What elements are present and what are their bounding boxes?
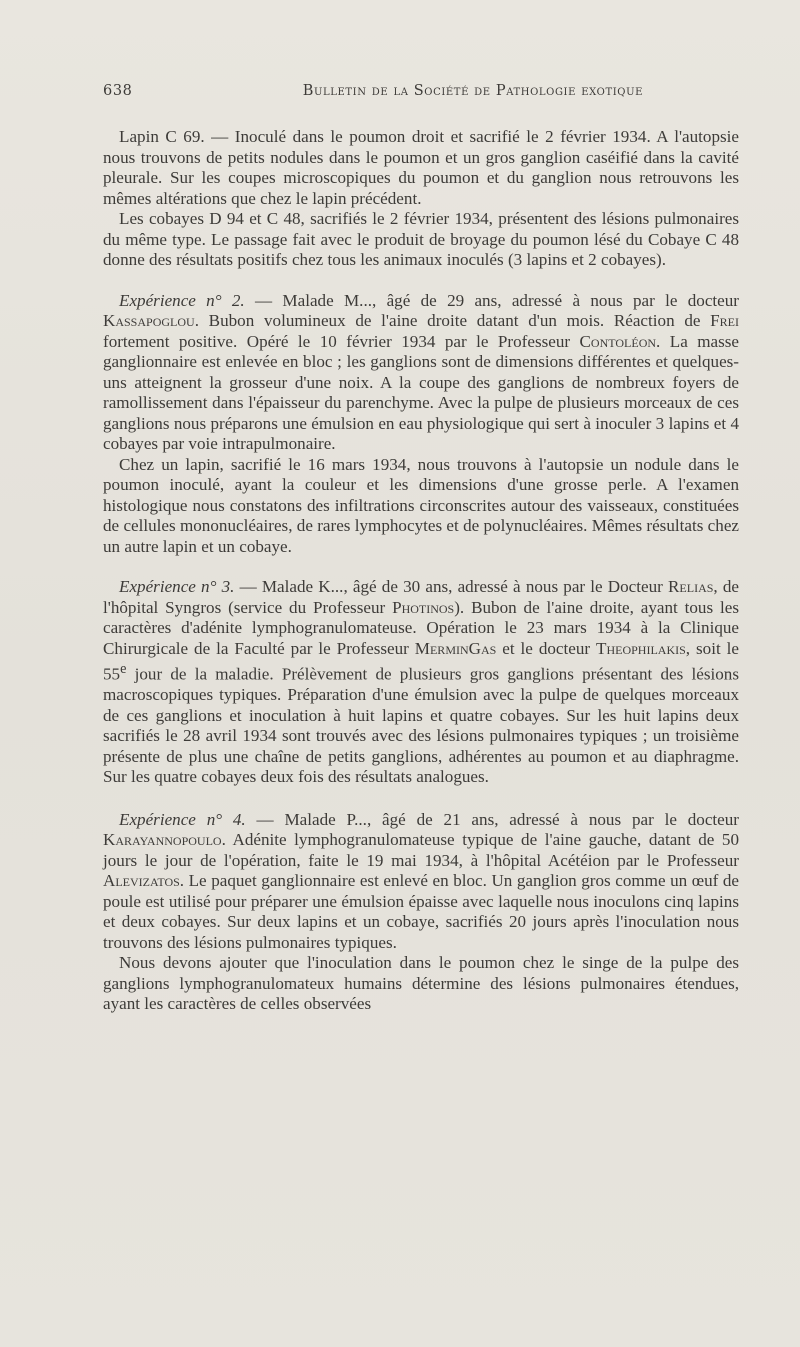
- experience-heading: Expérience n° 3.: [119, 577, 235, 596]
- paragraph-lapin-sacrifie: Chez un lapin, sacrifié le 16 mars 1934, nous trouvons à l'autopsie un nodule dans le poumon inoculé, ayant la couleur et les dimensions d'une grosse perle. A l'examen histologique nous constatons des infiltrations circonscrites autour des vaisseaux, constituées de cellules mononucléaires, de rares lymphocytes et de polynucléaires. Mêmes résultats chez un autre lapin et un cobaye.: [103, 454, 739, 556]
- paragraph-experience-2: Expérience n° 2. — Malade M..., âgé de 29 ans, adressé à nous par le docteur Kassapoglou. Bubon volumineux de l'aine droite datant d'un mois. Réaction de Frei fortement positive. Opéré le 10 février 1934 par le Professeur Contoléon. La masse ganglionnaire est enlevée en bloc ; les ganglions sont de dimensions différentes et quelques-uns atteignent la grosseur d'une noix. A la coupe des ganglions de nombreux foyers de ramollissement dans l'épaisseur du parenchyme. Avec la pulpe de plusieurs morceaux de ces ganglions nous préparons une émulsion en eau physiologique qui sert à inoculer 3 lapins et 4 cobayes par voie intrapulmonaire.: [103, 290, 740, 453]
- body-text: [103, 127, 739, 1015]
- author-name: Relias: [668, 577, 714, 596]
- author-name: Photinos: [392, 597, 455, 617]
- running-header: [103, 83, 643, 107]
- page-number: 638: [103, 83, 133, 99]
- experience-heading: Expérience n° 4.: [119, 809, 246, 829]
- running-title: Bulletin de la Société de Pathologie exotique: [302, 83, 643, 99]
- paragraph-cobayes: Les cobayes D 94 et C 48, sacrifiés le 2 février 1934, présentent des lésions pulmonaires du même type. Le passage fait avec le produit de broyage du poumon lésé du Cobaye C 48 donne des résultats positifs chez tous les animaux inoculés (3 lapins et 2 cobayes).: [103, 209, 739, 269]
- experience-heading: Expérience n° 2.: [119, 290, 245, 310]
- author-name: Frei: [710, 311, 739, 330]
- author-name: Kassapoglou: [103, 311, 195, 330]
- superscript-e: e: [120, 661, 127, 677]
- paragraph-lapin-c69: Lapin C 69. — Inoculé dans le poumon droit et sacrifié le 2 février 1934. A l'autopsie nous trouvons de petits nodules dans le poumon et un gros ganglion caséifié dans la cavité pleurale. Sur les coupes microscopiques du poumon et du ganglion nous retrouvons les mêmes altérations que chez le lapin précédent.: [103, 127, 739, 208]
- author-name: Theophilakis: [596, 638, 686, 658]
- author-name: MerminGas: [414, 638, 497, 658]
- paragraph-experience-4: Expérience n° 4. — Malade P..., âgé de 21 ans, adressé à nous par le docteur Karayannopoulo. Adénite lymphogranulomateuse typique de l'aine gauche, datant de 50 jours le jour de l'opération, faite le 19 mai 1934, à l'hôpital Acétéion par le Professeur Alevizatos. Le paquet ganglionnaire est enlevé en bloc. Un ganglion gros comme un œuf de poule est utilisé pour préparer une émulsion épaisse avec laquelle nous inoculons cinq lapins et deux cobayes. Sur deux lapins et un cobaye, sacrifiés 20 jours après l'inoculation nous trouvons des lésions pulmonaires typiques.: [103, 809, 739, 952]
- author-name: Alevizatos: [103, 871, 180, 891]
- author-name: Karayannopoulo: [103, 830, 222, 850]
- paragraph-singe: Nous devons ajouter que l'inoculation dans le poumon chez le singe de la pulpe des ganglions lymphogranulomateux humains détermine des lésions pulmonaires étendues, ayant les caractères de celles observées: [103, 953, 739, 1014]
- author-name: Contoléon: [579, 331, 657, 351]
- paragraph-experience-3: Expérience n° 3. — Malade K..., âgé de 30 ans, adressé à nous par le Docteur Relias, de l'hôpital Syngros (service du Professeur Photinos). Bubon de l'aine droite, ayant tous les caractères d'adénite lymphogranulomateuse. Opération le 23 mars 1934 à la Clinique Chirurgicale de la Faculté par le Professeur MerminGas et le docteur Theophilakis, soit le 55e jour de la maladie. Prélèvement de plusieurs gros ganglions présentant des lésions macroscopiques typiques. Préparation d'une émulsion avec la pulpe de quelques morceaux de ces ganglions et inoculation à huit lapins et quatre cobayes. Sur les huit lapins deux sacrifiés le 28 avril 1934 sont trouvés avec des lésions pulmonaires typiques ; un troisième présente de plus une chaîne de petits ganglions, adhérentes au poumon et au diaphragme. Sur les quatre cobayes deux fois des résultats analogues.: [103, 577, 739, 787]
